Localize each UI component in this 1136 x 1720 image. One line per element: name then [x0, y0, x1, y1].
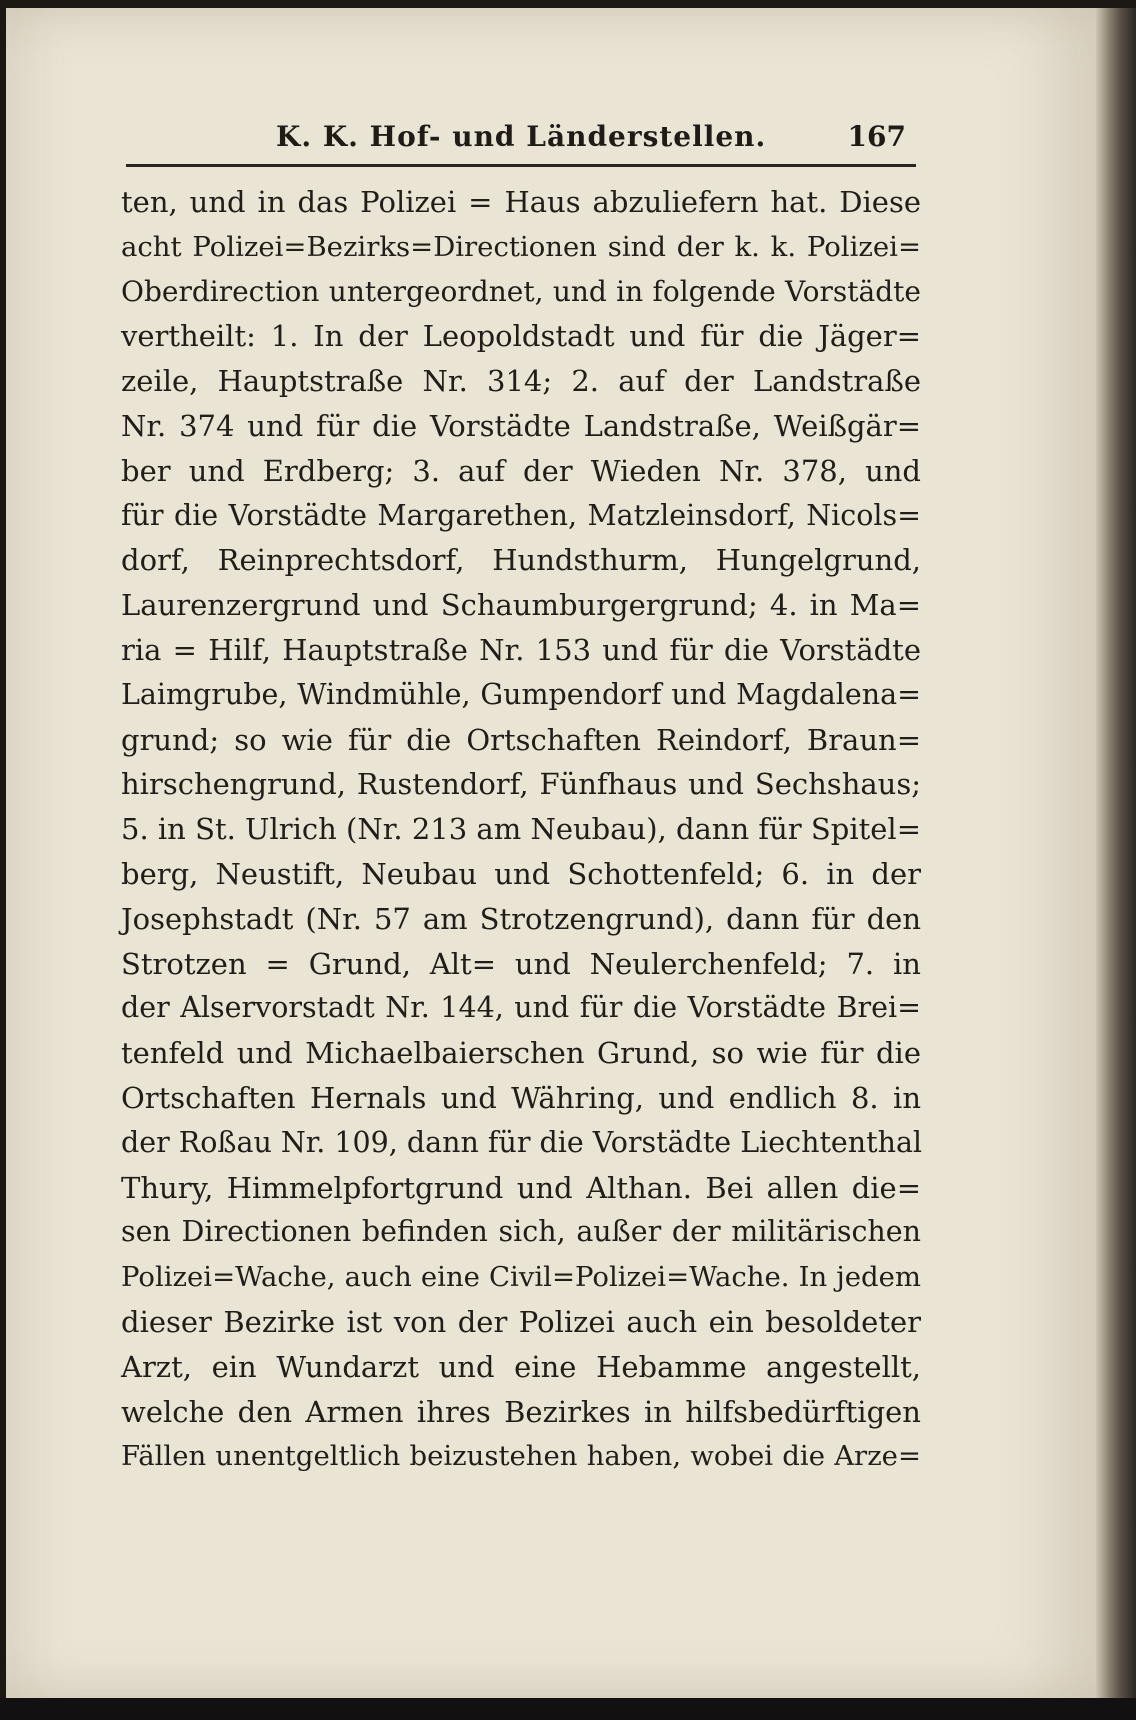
- text-line: welche den Armen ihres Bezirkes in hilfsbedürftigen: [121, 1394, 921, 1429]
- book-page: [6, 8, 1096, 1698]
- text-line: für die Vorstädte Margarethen, Matzleinsdorf, Nicols=: [121, 498, 921, 532]
- text-line: vertheilt: 1. In der Leopoldstadt und für die Jäger=: [121, 319, 921, 354]
- text-line: berg, Neustift, Neubau und Schottenfeld; 6. in der: [121, 856, 921, 891]
- text-line: Arzt, ein Wundarzt und eine Hebamme angestellt,: [121, 1349, 921, 1384]
- running-head-title: K. K. Hof- und Länderstellen.: [276, 120, 767, 153]
- text-line: Fällen unentgeltlich beizustehen haben, wobei die Arze=: [121, 1440, 921, 1473]
- body-text: [121, 180, 921, 1479]
- text-line: zeile, Hauptstraße Nr. 314; 2. auf der Landstraße: [121, 364, 921, 399]
- text-line: Oberdirection untergeordnet, und in folgende Vorstädte: [121, 274, 921, 308]
- text-line: ber und Erdberg; 3. auf der Wieden Nr. 378, und: [121, 453, 921, 488]
- text-line: acht Polizei=Bezirks=Directionen sind der k. k. Polizei=: [121, 230, 921, 263]
- text-line: der Roßau Nr. 109, dann für die Vorstädte Liechtenthal: [121, 1125, 923, 1159]
- text-line: Laimgrube, Windmühle, Gumpendorf und Magdalena=: [121, 677, 921, 711]
- text-line: Nr. 374 und für die Vorstädte Landstraße, Weißgär=: [121, 408, 921, 443]
- text-line: der Alservorstadt Nr. 144, und für die Vorstädte Brei=: [121, 991, 921, 1025]
- text-line: Josephstadt (Nr. 57 am Strotzengrund), dann für den: [121, 901, 921, 936]
- text-line: sen Directionen befinden sich, außer der militärischen: [121, 1215, 921, 1249]
- text-line: Laurenzergrund und Schaumburgergrund; 4. in Ma=: [121, 588, 921, 623]
- scan-border: [0, 1698, 1136, 1720]
- text-line: ria = Hilf, Hauptstraße Nr. 153 und für die Vorstädte: [121, 632, 921, 667]
- text-line: Ortschaften Hernals und Währing, und endlich 8. in: [121, 1080, 921, 1115]
- text-line: Strotzen = Grund, Alt= und Neulerchenfeld; 7. in: [121, 946, 921, 981]
- running-head: [126, 120, 916, 167]
- text-line: Polizei=Wache, auch eine Civil=Polizei=Wache. In jedem: [121, 1261, 921, 1294]
- text-line: 5. in St. Ulrich (Nr. 213 am Neubau), dann für Spitel=: [121, 812, 921, 847]
- text-line: dieser Bezirke ist von der Polizei auch ein besoldeter: [121, 1304, 921, 1339]
- text-line: ten, und in das Polizei = Haus abzuliefern hat. Diese: [121, 185, 921, 219]
- book-page-edge: [1096, 8, 1136, 1698]
- text-line: grund; so wie für die Ortschaften Reindorf, Braun=: [121, 722, 921, 757]
- text-line: tenfeld und Michaelbaierschen Grund, so wie für die: [121, 1036, 921, 1071]
- page-number: 167: [847, 120, 906, 153]
- text-line: dorf, Reinprechtsdorf, Hundsthurm, Hungelgrund,: [121, 543, 921, 578]
- text-line: hirschengrund, Rustendorf, Fünfhaus und Sechshaus;: [121, 767, 921, 802]
- text-line: Thury, Himmelpfortgrund und Althan. Bei allen die=: [121, 1170, 921, 1205]
